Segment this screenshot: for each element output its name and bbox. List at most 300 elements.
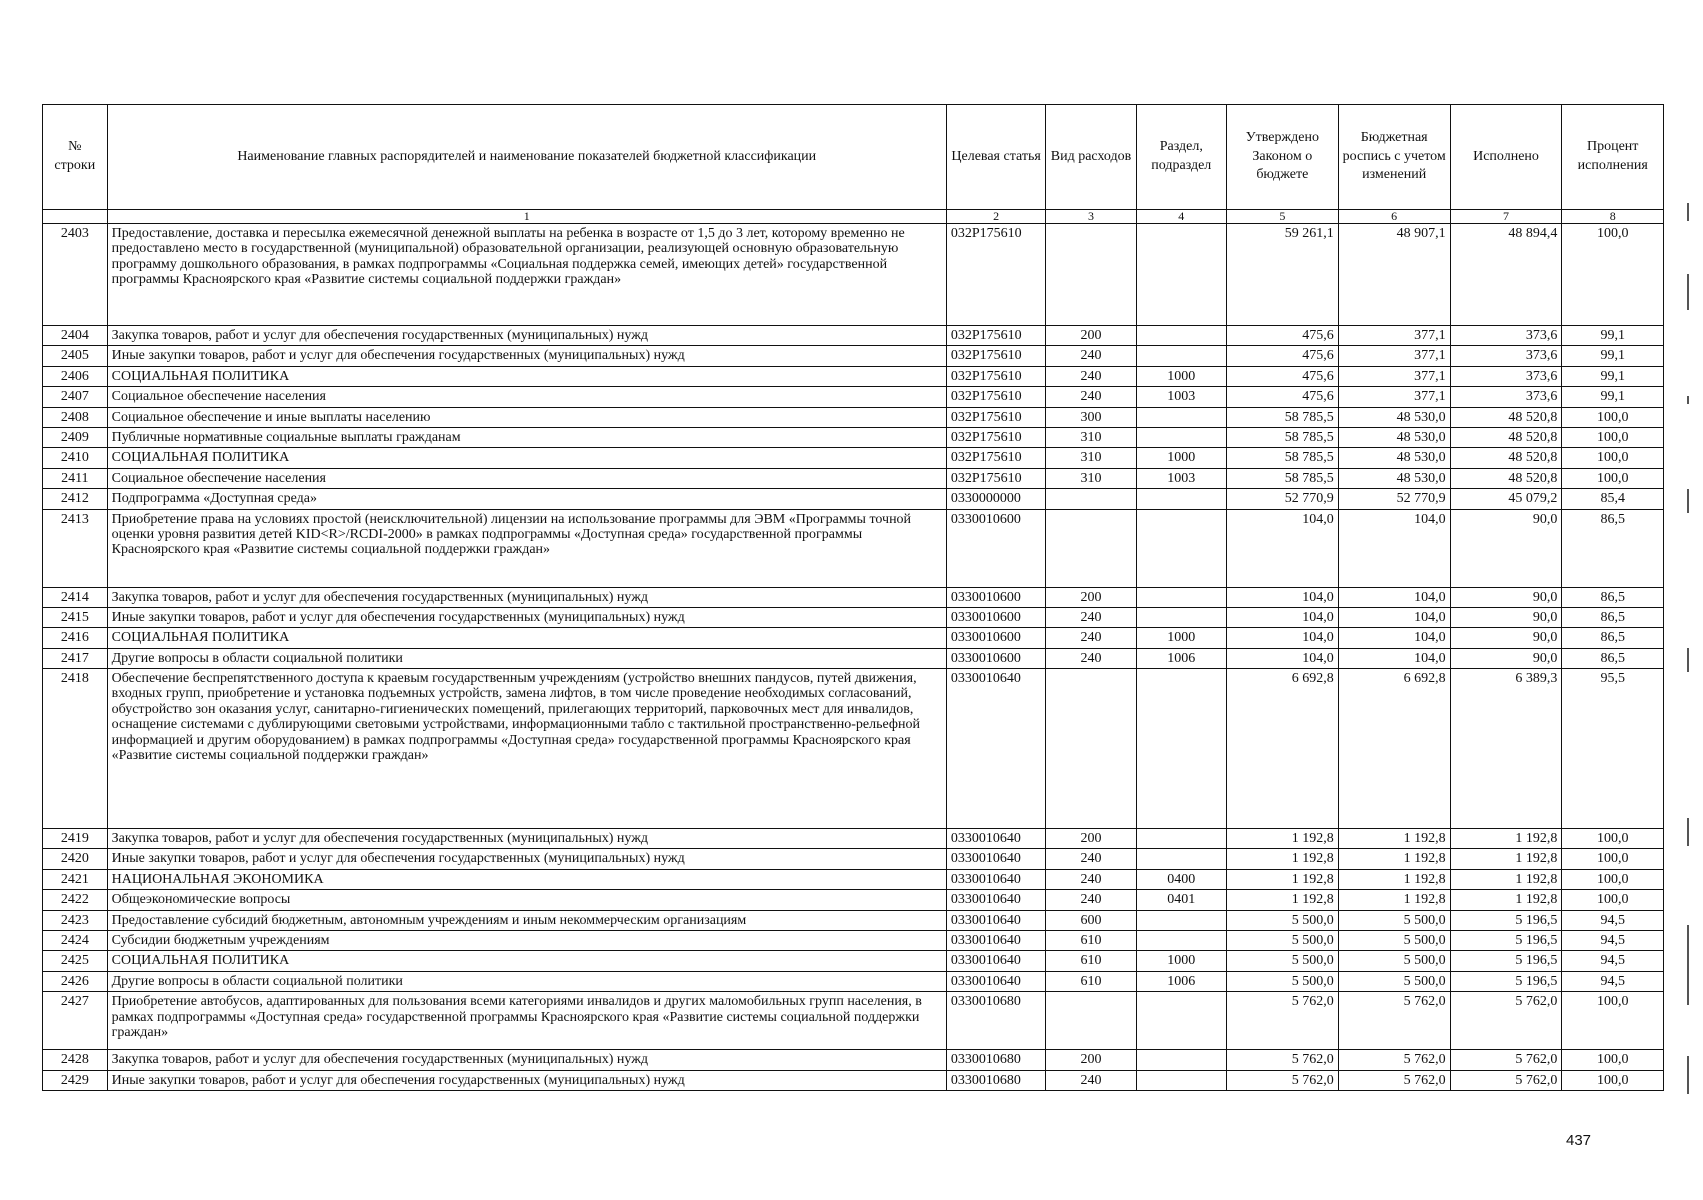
table-row [43,669,1664,829]
section-code [1136,607,1226,627]
row-number: 2425 [43,951,108,971]
expense-type: 310 [1046,468,1136,488]
column-number [43,210,108,224]
expense-type: 200 [1046,1050,1136,1070]
section-code: 1000 [1136,366,1226,386]
expense-type: 200 [1046,587,1136,607]
executed-amount: 90,0 [1450,587,1562,607]
target-article: 0330010640 [946,971,1046,991]
expense-type: 240 [1046,387,1136,407]
execution-percent: 94,5 [1562,910,1664,930]
section-code [1136,489,1226,509]
expense-type: 240 [1046,628,1136,648]
column-number: 5 [1226,210,1338,224]
row-name: Социальное обеспечение и иные выплаты населению [107,407,946,427]
schedule-amount: 104,0 [1338,628,1450,648]
table-row [43,869,1664,889]
header-section: Раздел, подраздел [1136,105,1226,210]
schedule-amount: 377,1 [1338,326,1450,346]
row-number: 2408 [43,407,108,427]
row-number: 2429 [43,1070,108,1090]
table-row [43,366,1664,386]
schedule-amount: 52 770,9 [1338,489,1450,509]
row-name: Приобретение права на условиях простой (неисключительной) лицензии на использование программы для ЭВМ «Программы точной оценки уровня развития детей KID<R>/RCDI-2000» в рамках подпрограммы «Доступная среда» государственной программы Красноярского края «Развитие системы социальной поддержки граждан» [107,509,946,587]
expense-type [1046,489,1136,509]
row-name: СОЦИАЛЬНАЯ ПОЛИТИКА [107,366,946,386]
executed-amount: 5 196,5 [1450,971,1562,991]
scan-artifact [1687,925,1689,1005]
row-number: 2415 [43,607,108,627]
section-code [1136,407,1226,427]
header-executed: Исполнено [1450,105,1562,210]
table-row [43,1050,1664,1070]
row-name: Иные закупки товаров, работ и услуг для обеспечения государственных (муниципальных) нужд [107,849,946,869]
executed-amount: 48 520,8 [1450,427,1562,447]
executed-amount: 90,0 [1450,628,1562,648]
executed-amount: 45 079,2 [1450,489,1562,509]
row-number: 2422 [43,890,108,910]
table-row [43,509,1664,587]
target-article: 0330010640 [946,829,1046,849]
target-article: 0330010680 [946,1070,1046,1090]
header-budget-schedule: Бюджетная роспись с учетом изменений [1338,105,1450,210]
section-code: 1003 [1136,468,1226,488]
execution-percent: 86,5 [1562,509,1664,587]
header-name: Наименование главных распорядителей и наименование показателей бюджетной классификации [107,105,946,210]
section-code [1136,829,1226,849]
header-target-article: Целевая статья [946,105,1046,210]
row-name: Подпрограмма «Доступная среда» [107,489,946,509]
row-number: 2405 [43,346,108,366]
section-code [1136,910,1226,930]
scan-artifact [1687,396,1689,404]
column-number: 6 [1338,210,1450,224]
schedule-amount: 1 192,8 [1338,849,1450,869]
approved-amount: 58 785,5 [1226,427,1338,447]
target-article: 032P175610 [946,448,1046,468]
approved-amount: 5 500,0 [1226,951,1338,971]
section-code [1136,1070,1226,1090]
table-row [43,1070,1664,1090]
expense-type: 240 [1046,648,1136,668]
executed-amount: 48 520,8 [1450,407,1562,427]
row-name: Закупка товаров, работ и услуг для обеспечения государственных (муниципальных) нужд [107,829,946,849]
executed-amount: 373,6 [1450,346,1562,366]
row-number: 2409 [43,427,108,447]
row-number: 2411 [43,468,108,488]
column-number: 2 [946,210,1046,224]
target-article: 0330010640 [946,951,1046,971]
executed-amount: 90,0 [1450,648,1562,668]
row-number: 2406 [43,366,108,386]
row-number: 2420 [43,849,108,869]
section-code [1136,849,1226,869]
target-article: 0330010640 [946,869,1046,889]
approved-amount: 1 192,8 [1226,849,1338,869]
executed-amount: 90,0 [1450,509,1562,587]
target-article: 0330010640 [946,669,1046,829]
execution-percent: 85,4 [1562,489,1664,509]
row-number: 2414 [43,587,108,607]
column-number: 7 [1450,210,1562,224]
approved-amount: 1 192,8 [1226,829,1338,849]
expense-type: 310 [1046,448,1136,468]
execution-percent: 94,5 [1562,971,1664,991]
expense-type [1046,224,1136,326]
table-body [43,224,1664,1091]
target-article: 032P175610 [946,224,1046,326]
execution-percent: 100,0 [1562,992,1664,1050]
header-approved: Утверждено Законом о бюджете [1226,105,1338,210]
execution-percent: 100,0 [1562,468,1664,488]
approved-amount: 104,0 [1226,607,1338,627]
expense-type [1046,669,1136,829]
approved-amount: 58 785,5 [1226,407,1338,427]
row-number: 2416 [43,628,108,648]
schedule-amount: 6 692,8 [1338,669,1450,829]
expense-type: 240 [1046,607,1136,627]
table-row [43,971,1664,991]
target-article: 0330010640 [946,890,1046,910]
section-code [1136,346,1226,366]
schedule-amount: 5 500,0 [1338,971,1450,991]
row-number: 2424 [43,931,108,951]
schedule-amount: 48 530,0 [1338,407,1450,427]
schedule-amount: 1 192,8 [1338,829,1450,849]
approved-amount: 475,6 [1226,366,1338,386]
approved-amount: 104,0 [1226,648,1338,668]
approved-amount: 475,6 [1226,326,1338,346]
column-number: 1 [107,210,946,224]
table-row [43,829,1664,849]
schedule-amount: 5 762,0 [1338,992,1450,1050]
target-article: 0330010640 [946,849,1046,869]
approved-amount: 104,0 [1226,509,1338,587]
row-name: Общеэкономические вопросы [107,890,946,910]
execution-percent: 86,5 [1562,607,1664,627]
table-row [43,992,1664,1050]
expense-type: 240 [1046,869,1136,889]
table-row [43,407,1664,427]
row-number: 2426 [43,971,108,991]
target-article: 0330010680 [946,992,1046,1050]
row-name: Субсидии бюджетным учреждениям [107,931,946,951]
section-code [1136,509,1226,587]
approved-amount: 52 770,9 [1226,489,1338,509]
row-name: НАЦИОНАЛЬНАЯ ЭКОНОМИКА [107,869,946,889]
execution-percent: 100,0 [1562,849,1664,869]
row-number: 2423 [43,910,108,930]
executed-amount: 373,6 [1450,366,1562,386]
executed-amount: 1 192,8 [1450,849,1562,869]
executed-amount: 90,0 [1450,607,1562,627]
executed-amount: 5 762,0 [1450,992,1562,1050]
header-expense-type: Вид расходов [1046,105,1136,210]
execution-percent: 100,0 [1562,829,1664,849]
table-row [43,951,1664,971]
header-row-number: № строки [43,105,108,210]
table-row [43,628,1664,648]
executed-amount: 48 520,8 [1450,468,1562,488]
table-row [43,224,1664,326]
approved-amount: 1 192,8 [1226,869,1338,889]
row-number: 2403 [43,224,108,326]
execution-percent: 99,1 [1562,387,1664,407]
expense-type [1046,509,1136,587]
target-article: 032P175610 [946,387,1046,407]
table-row [43,607,1664,627]
execution-percent: 99,1 [1562,346,1664,366]
row-name: Иные закупки товаров, работ и услуг для обеспечения государственных (муниципальных) нужд [107,1070,946,1090]
table-row [43,346,1664,366]
target-article: 032P175610 [946,407,1046,427]
table-header [43,105,1664,224]
header-percent: Процент исполнения [1562,105,1664,210]
approved-amount: 104,0 [1226,628,1338,648]
section-code [1136,669,1226,829]
table-row [43,448,1664,468]
executed-amount: 5 762,0 [1450,1050,1562,1070]
row-name: СОЦИАЛЬНАЯ ПОЛИТИКА [107,951,946,971]
target-article: 0330010600 [946,628,1046,648]
section-code [1136,427,1226,447]
table-row [43,931,1664,951]
row-number: 2418 [43,669,108,829]
expense-type: 240 [1046,366,1136,386]
execution-percent: 86,5 [1562,648,1664,668]
expense-type: 310 [1046,427,1136,447]
execution-percent: 99,1 [1562,366,1664,386]
execution-percent: 100,0 [1562,1070,1664,1090]
row-name: Обеспечение беспрепятственного доступа к краевым государственным учреждениям (устройство внешних пандусов, путей движения, входных групп, приобретение и установка подъемных устройств, замена лифтов, в том числе проведение необходимых согласований, обустройство зон оказания услуг, санитарно-гигиенических помещений, прилегающих территорий, парковочных мест для инвалидов, оснащение системами с дублирующими световыми устройствами, информационными табло с тактильной пространственно-рельефной информацией и другим оборудованием) в рамках подпрограммы «Доступная среда» государственной программы Красноярского края «Развитие системы социальной поддержки граждан» [107,669,946,829]
executed-amount: 373,6 [1450,326,1562,346]
section-code [1136,587,1226,607]
section-code: 1000 [1136,448,1226,468]
executed-amount: 48 520,8 [1450,448,1562,468]
executed-amount: 373,6 [1450,387,1562,407]
expense-type: 240 [1046,890,1136,910]
execution-percent: 94,5 [1562,931,1664,951]
executed-amount: 48 894,4 [1450,224,1562,326]
schedule-amount: 48 530,0 [1338,448,1450,468]
execution-percent: 100,0 [1562,427,1664,447]
section-code: 1000 [1136,951,1226,971]
approved-amount: 5 500,0 [1226,931,1338,951]
table-row [43,648,1664,668]
column-number-row [43,210,1664,224]
schedule-amount: 5 500,0 [1338,910,1450,930]
scan-artifact [1687,203,1689,221]
target-article: 0330010600 [946,648,1046,668]
approved-amount: 5 500,0 [1226,971,1338,991]
row-name: Закупка товаров, работ и услуг для обеспечения государственных (муниципальных) нужд [107,326,946,346]
execution-percent: 94,5 [1562,951,1664,971]
expense-type: 200 [1046,326,1136,346]
row-name: Предоставление, доставка и пересылка ежемесячной денежной выплаты на ребенка в возрасте от 1,5 до 3 лет, которому временно не предоставлено место в государственной (муниципальной) образовательной организации, реализующей основную образовательную программу дошкольного образования, в рамках подпрограммы «Социальная поддержка семей, имеющих детей» государственной программы Красноярского края «Развитие системы социальной поддержки граждан» [107,224,946,326]
target-article: 0330010640 [946,910,1046,930]
expense-type: 240 [1046,1070,1136,1090]
column-number: 8 [1562,210,1664,224]
expense-type: 300 [1046,407,1136,427]
approved-amount: 6 692,8 [1226,669,1338,829]
executed-amount: 6 389,3 [1450,669,1562,829]
section-code [1136,326,1226,346]
row-name: СОЦИАЛЬНАЯ ПОЛИТИКА [107,628,946,648]
row-name: Закупка товаров, работ и услуг для обеспечения государственных (муниципальных) нужд [107,1050,946,1070]
row-number: 2413 [43,509,108,587]
schedule-amount: 5 762,0 [1338,1070,1450,1090]
target-article: 032P175610 [946,366,1046,386]
executed-amount: 5 196,5 [1450,931,1562,951]
row-name: Публичные нормативные социальные выплаты гражданам [107,427,946,447]
schedule-amount: 104,0 [1338,607,1450,627]
expense-type: 610 [1046,931,1136,951]
executed-amount: 5 762,0 [1450,1070,1562,1090]
row-number: 2427 [43,992,108,1050]
row-name: Иные закупки товаров, работ и услуг для обеспечения государственных (муниципальных) нужд [107,607,946,627]
section-code [1136,992,1226,1050]
schedule-amount: 5 762,0 [1338,1050,1450,1070]
execution-percent: 100,0 [1562,869,1664,889]
row-name: СОЦИАЛЬНАЯ ПОЛИТИКА [107,448,946,468]
row-name: Иные закупки товаров, работ и услуг для обеспечения государственных (муниципальных) нужд [107,346,946,366]
execution-percent: 99,1 [1562,326,1664,346]
expense-type: 240 [1046,346,1136,366]
row-number: 2428 [43,1050,108,1070]
row-number: 2417 [43,648,108,668]
section-code [1136,1050,1226,1070]
table-row [43,468,1664,488]
table-row [43,890,1664,910]
table-row [43,910,1664,930]
expense-type: 610 [1046,951,1136,971]
schedule-amount: 5 500,0 [1338,951,1450,971]
schedule-amount: 104,0 [1338,509,1450,587]
row-number: 2407 [43,387,108,407]
target-article: 0330010680 [946,1050,1046,1070]
column-number: 3 [1046,210,1136,224]
row-number: 2412 [43,489,108,509]
target-article: 032P175610 [946,326,1046,346]
section-code: 1003 [1136,387,1226,407]
execution-percent: 86,5 [1562,628,1664,648]
approved-amount: 58 785,5 [1226,468,1338,488]
approved-amount: 475,6 [1226,346,1338,366]
table-row [43,587,1664,607]
execution-percent: 100,0 [1562,890,1664,910]
executed-amount: 5 196,5 [1450,910,1562,930]
target-article: 032P175610 [946,346,1046,366]
execution-percent: 100,0 [1562,224,1664,326]
table-row [43,387,1664,407]
row-name: Закупка товаров, работ и услуг для обеспечения государственных (муниципальных) нужд [107,587,946,607]
expense-type: 600 [1046,910,1136,930]
section-code: 1000 [1136,628,1226,648]
row-name: Предоставление субсидий бюджетным, автономным учреждениям и иным некоммерческим организациям [107,910,946,930]
row-name: Другие вопросы в области социальной политики [107,648,946,668]
executed-amount: 1 192,8 [1450,829,1562,849]
row-name: Социальное обеспечение населения [107,387,946,407]
approved-amount: 59 261,1 [1226,224,1338,326]
approved-amount: 58 785,5 [1226,448,1338,468]
expense-type: 240 [1046,849,1136,869]
execution-percent: 100,0 [1562,407,1664,427]
scan-artifact [1687,818,1689,846]
table-row [43,849,1664,869]
section-code: 0401 [1136,890,1226,910]
execution-percent: 95,5 [1562,669,1664,829]
schedule-amount: 104,0 [1338,648,1450,668]
approved-amount: 5 762,0 [1226,1070,1338,1090]
expense-type [1046,992,1136,1050]
row-name: Другие вопросы в области социальной политики [107,971,946,991]
scan-artifact [1687,274,1689,310]
schedule-amount: 104,0 [1338,587,1450,607]
row-number: 2421 [43,869,108,889]
section-code [1136,224,1226,326]
expense-type: 200 [1046,829,1136,849]
approved-amount: 475,6 [1226,387,1338,407]
target-article: 0330010600 [946,587,1046,607]
approved-amount: 104,0 [1226,587,1338,607]
scan-artifact [1687,489,1689,513]
approved-amount: 1 192,8 [1226,890,1338,910]
executed-amount: 1 192,8 [1450,869,1562,889]
executed-amount: 5 196,5 [1450,951,1562,971]
row-number: 2404 [43,326,108,346]
target-article: 032P175610 [946,427,1046,447]
section-code [1136,931,1226,951]
schedule-amount: 48 907,1 [1338,224,1450,326]
row-number: 2410 [43,448,108,468]
expense-type: 610 [1046,971,1136,991]
schedule-amount: 1 192,8 [1338,869,1450,889]
column-number: 4 [1136,210,1226,224]
section-code: 1006 [1136,971,1226,991]
approved-amount: 5 500,0 [1226,910,1338,930]
row-name: Социальное обеспечение населения [107,468,946,488]
approved-amount: 5 762,0 [1226,992,1338,1050]
execution-percent: 100,0 [1562,1050,1664,1070]
executed-amount: 1 192,8 [1450,890,1562,910]
schedule-amount: 1 192,8 [1338,890,1450,910]
budget-table [42,104,1664,1091]
scan-artifact [1687,1056,1689,1094]
scan-artifact [1687,648,1689,672]
section-code: 0400 [1136,869,1226,889]
table-row [43,326,1664,346]
target-article: 0330010600 [946,509,1046,587]
schedule-amount: 377,1 [1338,346,1450,366]
schedule-amount: 5 500,0 [1338,931,1450,951]
execution-percent: 100,0 [1562,448,1664,468]
schedule-amount: 48 530,0 [1338,427,1450,447]
approved-amount: 5 762,0 [1226,1050,1338,1070]
schedule-amount: 48 530,0 [1338,468,1450,488]
target-article: 0330000000 [946,489,1046,509]
target-article: 032P175610 [946,468,1046,488]
row-number: 2419 [43,829,108,849]
target-article: 0330010600 [946,607,1046,627]
target-article: 0330010640 [946,931,1046,951]
execution-percent: 86,5 [1562,587,1664,607]
schedule-amount: 377,1 [1338,366,1450,386]
row-name: Приобретение автобусов, адаптированных для пользования всеми категориями инвалидов и других маломобильных групп населения, в рамках подпрограммы «Доступная среда» государственной программы Красноярского края «Развитие системы социальной поддержки граждан» [107,992,946,1050]
page-number: 437 [1566,1132,1592,1149]
table-row [43,427,1664,447]
table-row [43,489,1664,509]
section-code: 1006 [1136,648,1226,668]
